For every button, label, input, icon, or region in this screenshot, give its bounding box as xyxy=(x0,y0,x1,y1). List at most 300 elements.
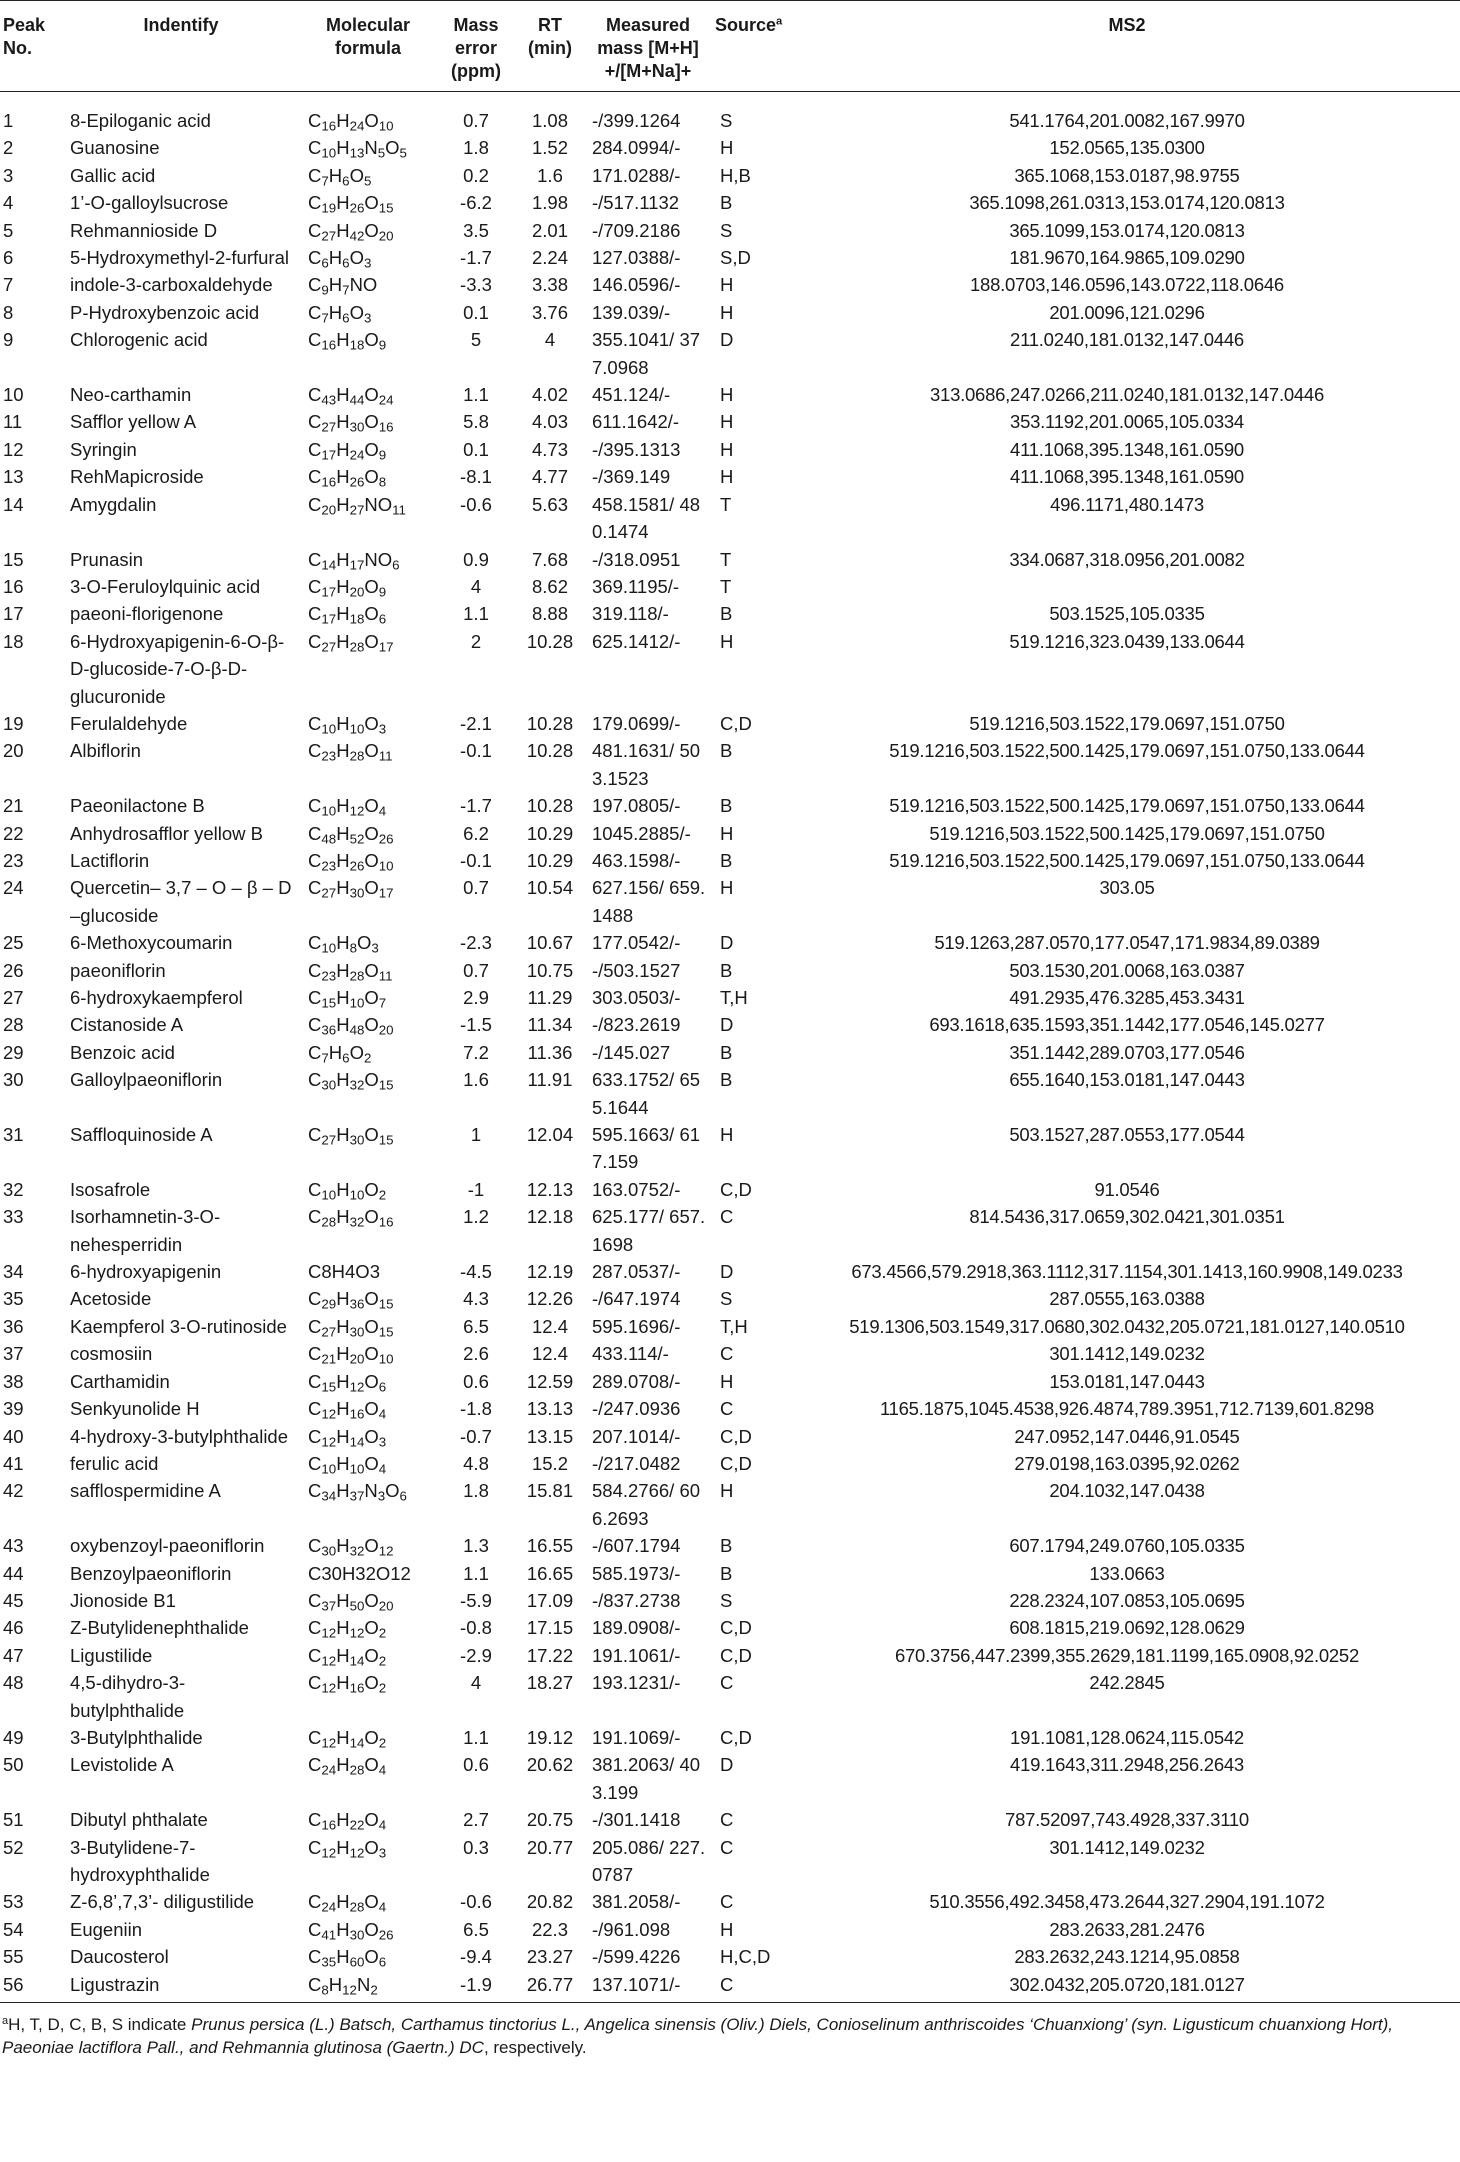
measured-mass-cell: 481.1631/ 503.1523 xyxy=(592,740,701,789)
source-cell: H xyxy=(720,630,734,652)
peak-no-cell: 36 xyxy=(3,1315,24,1337)
compound-name-cell: 3-Butylphthalide xyxy=(70,1726,203,1748)
mass-error-cell: 6.5 xyxy=(463,1918,489,1940)
table-row xyxy=(0,1560,1460,1587)
ms2-cell: 673.4566,579.2918,363.1112,317.1154,301.1413,160.9908,149.0233 xyxy=(851,1261,1403,1283)
source-cell: H xyxy=(720,1480,734,1502)
measured-mass-cell: -/395.1313 xyxy=(592,438,681,460)
formula-cell: $C_{10}H_{12}O_4$ xyxy=(308,795,387,819)
mass-error-cell: -1.7 xyxy=(460,247,492,269)
formula-cell: $C_{37}H_{50}O_{20}$ xyxy=(308,1589,394,1614)
peak-no-cell: 19 xyxy=(3,712,24,734)
ms2-cell: 607.1794,249.0760,105.0335 xyxy=(1009,1535,1245,1557)
mass-error-cell: 0.7 xyxy=(463,110,489,131)
formula-cell: $C_7H_6O_5$ xyxy=(308,164,372,189)
table-row xyxy=(0,299,1460,326)
table-row xyxy=(0,1724,1460,1751)
mass-error-cell: 1.1 xyxy=(463,1726,489,1748)
formula-cell: $C_{28}H_{32}O_{16}$ xyxy=(308,1206,394,1230)
formula-cell: $C_{36}H_{48}O_{20}$ xyxy=(308,1014,394,1039)
peak-no-cell: 17 xyxy=(3,603,24,625)
source-cell: D xyxy=(720,932,734,954)
peak-no-cell: 11 xyxy=(3,411,23,433)
source-cell: C xyxy=(720,1836,734,1858)
rt-cell: 11.36 xyxy=(527,1041,573,1063)
formula-cell: C30H32O12 xyxy=(308,1562,411,1584)
formula-cell: $C_{48}H_{52}O_{26}$ xyxy=(308,822,394,847)
formula-cell: $C_{12}H_{14}O_2$ xyxy=(308,1644,387,1669)
source-cell: B xyxy=(720,1041,733,1063)
ms2-cell: 519.1216,503.1522,500.1425,179.0697,151.0750 xyxy=(929,822,1325,844)
source-cell: T xyxy=(720,493,732,515)
compound-name-cell: Carthamidin xyxy=(70,1370,170,1392)
mass-error-cell: 0.6 xyxy=(463,1370,489,1392)
mass-error-cell: 5.8 xyxy=(463,411,489,433)
formula-cell: $C_{14}H_{17}NO_6$ xyxy=(308,548,400,573)
measured-mass-cell: 179.0699/- xyxy=(592,712,681,734)
peak-no-cell: 32 xyxy=(3,1178,24,1200)
peak-no-cell: 24 xyxy=(3,877,24,899)
source-cell: H xyxy=(720,137,734,159)
table-row xyxy=(0,189,1460,216)
table-row xyxy=(0,1450,1460,1477)
table-row xyxy=(0,1751,1460,1806)
formula-cell: $C_{24}H_{28}O_4$ xyxy=(308,1754,387,1779)
peak-no-cell: 18 xyxy=(3,630,24,652)
rt-cell: 16.55 xyxy=(526,1535,574,1557)
peak-no-cell: 54 xyxy=(3,1918,24,1940)
peak-no-cell: 21 xyxy=(3,795,24,817)
mass-error-cell: 0.2 xyxy=(463,164,489,186)
compound-name-cell: 6-hydroxykaempferol xyxy=(70,987,243,1008)
measured-mass-cell: 381.2063/ 403.199 xyxy=(592,1754,701,1803)
mass-error-cell: 2.9 xyxy=(463,987,489,1008)
rt-cell: 10.54 xyxy=(526,877,574,899)
table-row xyxy=(0,1066,1460,1121)
peak-no-cell: 33 xyxy=(3,1206,24,1228)
compound-name-cell: Benzoic acid xyxy=(70,1041,175,1063)
ms2-cell: 153.0181,147.0443 xyxy=(1049,1370,1205,1392)
source-cell: H,C,D xyxy=(720,1946,771,1968)
formula-cell: $C_{27}H_{30}O_{16}$ xyxy=(308,411,394,436)
rt-cell: 10.28 xyxy=(526,630,574,652)
formula-cell: $C_7H_6O_2$ xyxy=(308,1041,372,1066)
ms2-cell: 313.0686,247.0266,211.0240,181.0132,147.0446 xyxy=(930,384,1324,406)
table-row xyxy=(0,1011,1460,1038)
formula-cell: $C_{29}H_{36}O_{15}$ xyxy=(308,1288,394,1313)
formula-cell: $C_{10}H_{10}O_2$ xyxy=(308,1178,387,1203)
compound-name-cell: 5-Hydroxymethyl-2-furfural xyxy=(70,247,289,269)
measured-mass-cell: 284.0994/- xyxy=(592,137,681,159)
measured-mass-cell: 197.0805/- xyxy=(592,795,681,817)
peak-no-cell: 27 xyxy=(3,987,24,1008)
measured-mass-cell: 633.1752/ 655.1644 xyxy=(592,1069,701,1118)
compound-name-cell: Lactiflorin xyxy=(70,849,150,871)
header-rt: RT (min) xyxy=(516,1,584,92)
table-row xyxy=(0,491,1460,546)
source-cell: H xyxy=(720,1124,734,1146)
source-cell: C xyxy=(720,1809,734,1831)
compound-name-cell: 6-Methoxycoumarin xyxy=(70,932,233,954)
source-cell: S xyxy=(720,219,733,241)
source-cell: D xyxy=(720,329,734,351)
formula-cell: $C_{12}H_{12}O_2$ xyxy=(308,1617,387,1642)
source-cell: H,B xyxy=(720,164,751,186)
ms2-cell: 303.05 xyxy=(1099,877,1155,899)
source-cell: C xyxy=(720,1206,734,1228)
ms2-cell: 188.0703,146.0596,143.0722,118.0646 xyxy=(970,274,1284,296)
header-measured-mass: Measured mass [M+H] +/[M+Na]+ xyxy=(584,1,712,92)
table-row xyxy=(0,1340,1460,1367)
table-row xyxy=(0,847,1460,874)
table-row xyxy=(0,1477,1460,1532)
rt-cell: 4.03 xyxy=(531,411,568,433)
formula-cell: $C_6H_6O_3$ xyxy=(308,247,372,271)
rt-cell: 11.91 xyxy=(527,1069,573,1091)
rt-cell: 26.77 xyxy=(516,1971,584,2003)
mass-error-cell: 3.5 xyxy=(463,219,489,241)
rt-cell: 1.6 xyxy=(537,164,563,186)
ms2-cell: 242.2845 xyxy=(1089,1672,1165,1694)
rt-cell: 12.4 xyxy=(531,1343,568,1365)
ms2-cell: 814.5436,317.0659,302.0421,301.0351 xyxy=(969,1206,1285,1228)
peak-no-cell: 2 xyxy=(3,137,14,159)
peak-no-cell: 48 xyxy=(3,1672,24,1694)
peak-no-cell: 34 xyxy=(3,1261,24,1283)
compound-name-cell: Quercetin– 3,7 – O – β – D –glucoside xyxy=(70,877,292,926)
formula-cell: $C_{10}H_{10}O_3$ xyxy=(308,712,387,737)
table-row xyxy=(0,600,1460,627)
table-row xyxy=(0,463,1460,490)
rt-cell: 18.27 xyxy=(526,1672,574,1694)
formula-cell: $C_{10}H_8O_3$ xyxy=(308,932,379,956)
source-cell: T,H xyxy=(720,1315,748,1337)
header-formula: Molecular formula xyxy=(300,1,436,92)
compound-name-cell: Safflor yellow A xyxy=(70,411,197,433)
peak-no-cell: 56 xyxy=(0,1971,62,2003)
ms2-cell: 503.1527,287.0553,177.0544 xyxy=(1009,1124,1245,1146)
source-cell: D xyxy=(720,1261,734,1283)
table-row xyxy=(0,1423,1460,1450)
peak-no-cell: 23 xyxy=(3,849,24,871)
compound-name-cell: Ligustrazin xyxy=(62,1971,300,2003)
measured-mass-cell: 146.0596/- xyxy=(592,274,681,296)
measured-mass-cell: 289.0708/- xyxy=(592,1370,681,1392)
rt-cell: 10.67 xyxy=(526,932,574,954)
mass-error-cell: 0.6 xyxy=(463,1754,489,1776)
rt-cell: 10.29 xyxy=(526,849,574,871)
mass-error-cell: -0.6 xyxy=(460,493,492,515)
rt-cell: 12.4 xyxy=(531,1315,568,1337)
mass-error-cell: 0.1 xyxy=(463,301,489,323)
header-peak-no: Peak No. xyxy=(0,1,62,92)
ms2-cell: 302.0432,205.0720,181.0127 xyxy=(794,1971,1460,2003)
source-cell: B xyxy=(720,603,733,625)
table-row xyxy=(0,1642,1460,1669)
ms2-cell: 787.52097,743.4928,337.3110 xyxy=(1005,1809,1249,1831)
table-row xyxy=(0,271,1460,298)
header-mass-error: Mass error (ppm) xyxy=(436,1,516,92)
source-cell: H xyxy=(720,274,734,296)
ms2-cell: 334.0687,318.0956,201.0082 xyxy=(1009,548,1245,570)
rt-cell: 20.75 xyxy=(526,1809,574,1831)
table-row xyxy=(0,1313,1460,1340)
mass-error-cell: -0.1 xyxy=(460,740,492,762)
peak-no-cell: 25 xyxy=(3,932,24,954)
compound-name-cell: Albiflorin xyxy=(70,740,141,762)
measured-mass-cell: -/709.2186 xyxy=(592,219,681,241)
rt-cell: 12.04 xyxy=(526,1124,574,1146)
mass-error-cell: -5.9 xyxy=(460,1589,492,1611)
compound-name-cell: P-Hydroxybenzoic acid xyxy=(70,301,260,323)
ms2-cell: 191.1081,128.0624,115.0542 xyxy=(1010,1726,1244,1748)
rt-cell: 1.08 xyxy=(531,110,568,131)
source-cell: C xyxy=(720,1343,734,1365)
source-cell: H xyxy=(720,1918,734,1940)
measured-mass-cell: -/961.098 xyxy=(592,1918,671,1940)
compound-name-cell: Anhydrosafflor yellow B xyxy=(70,822,263,844)
source-cell: S xyxy=(720,1288,733,1310)
measured-mass-cell: 193.1231/- xyxy=(592,1672,681,1694)
ms2-cell: 283.2632,243.1214,95.0858 xyxy=(1014,1946,1240,1968)
rt-cell: 2.24 xyxy=(531,247,568,269)
compound-name-cell: Guanosine xyxy=(70,137,160,159)
table-row xyxy=(0,1285,1460,1312)
peak-no-cell: 10 xyxy=(3,384,24,406)
footnote-marker: a xyxy=(776,15,783,28)
ms2-cell: 351.1442,289.0703,177.0546 xyxy=(1009,1041,1245,1063)
peak-no-cell: 14 xyxy=(3,493,24,515)
table-row xyxy=(0,874,1460,929)
ms2-cell: 211.0240,181.0132,147.0446 xyxy=(1010,329,1244,351)
ms2-cell: 541.1764,201.0082,167.9970 xyxy=(1009,110,1245,131)
mass-error-cell: -6.2 xyxy=(460,192,492,214)
compound-name-cell: 6-hydroxyapigenin xyxy=(70,1261,222,1283)
measured-mass-cell: 451.124/- xyxy=(592,384,671,406)
measured-mass-cell: 458.1581/ 480.1474 xyxy=(592,493,701,543)
formula-cell: $C_{10}H_{13}N_5O_5$ xyxy=(308,137,407,162)
compound-name-cell: 4-hydroxy-3-butylphthalide xyxy=(70,1425,289,1447)
rt-cell: 1.98 xyxy=(531,192,568,214)
table-row xyxy=(0,1971,1460,2003)
rt-cell: 12.19 xyxy=(526,1261,574,1283)
mass-error-cell: -1.8 xyxy=(460,1398,492,1420)
table-row xyxy=(0,1669,1460,1724)
source-cell: C,D xyxy=(720,712,752,734)
ms2-cell: 228.2324,107.0853,105.0695 xyxy=(1009,1589,1245,1611)
mass-error-cell: 1.1 xyxy=(463,603,489,625)
rt-cell: 20.77 xyxy=(526,1836,574,1858)
peak-no-cell: 51 xyxy=(3,1809,24,1831)
ms2-cell: 693.1618,635.1593,351.1442,177.0546,145.0277 xyxy=(929,1014,1325,1036)
compound-name-cell: RehMapicroside xyxy=(70,466,204,488)
mass-error-cell: 1.1 xyxy=(463,384,489,406)
measured-mass-cell: 137.1071/- xyxy=(584,1971,712,2003)
compound-name-cell: Syringin xyxy=(70,438,137,460)
source-cell: C xyxy=(712,1971,794,2003)
formula-cell: $C_{27}H_{30}O_{17}$ xyxy=(308,877,394,902)
mass-error-cell: -0.7 xyxy=(460,1425,492,1447)
measured-mass-cell: 585.1973/- xyxy=(592,1562,681,1584)
source-cell: B xyxy=(720,192,733,214)
measured-mass-cell: 369.1195/- xyxy=(592,575,680,597)
peak-no-cell: 40 xyxy=(3,1425,24,1447)
compound-name-cell: Jionoside B1 xyxy=(70,1589,176,1611)
mass-error-cell: -2.3 xyxy=(460,932,492,954)
measured-mass-cell: 287.0537/- xyxy=(592,1261,681,1283)
measured-mass-cell: 177.0542/- xyxy=(592,932,681,954)
footnote-plain: H, T, D, C, B, S indicate xyxy=(8,2015,192,2035)
measured-mass-cell: -/823.2619 xyxy=(592,1014,681,1036)
source-cell: B xyxy=(720,1535,733,1557)
ms2-cell: 496.1171,480.1473 xyxy=(1050,493,1204,515)
peak-no-cell: 49 xyxy=(3,1726,24,1748)
compound-name-cell: Prunasin xyxy=(70,548,144,570)
formula-cell: $C_{27}H_{30}O_{15}$ xyxy=(308,1315,394,1340)
peak-no-cell: 30 xyxy=(3,1069,24,1091)
source-cell: H xyxy=(720,438,734,460)
mass-error-cell: 1.8 xyxy=(463,1480,489,1502)
compound-name-cell: Dibutyl phthalate xyxy=(70,1809,208,1831)
compound-name-cell: Acetoside xyxy=(70,1288,152,1310)
source-cell: C,D xyxy=(720,1617,752,1639)
measured-mass-cell: 595.1663/ 617.159 xyxy=(592,1124,701,1173)
peak-no-cell: 1 xyxy=(3,110,14,131)
compound-name-cell: Levistolide A xyxy=(70,1754,174,1776)
table-row xyxy=(0,546,1460,573)
compound-name-cell: 4,5-dihydro-3-butylphthalide xyxy=(70,1672,186,1721)
ms2-cell: 519.1306,503.1549,317.0680,302.0432,205.0721,181.0127,140.0510 xyxy=(849,1315,1405,1337)
header-identify: Indentify xyxy=(62,1,300,92)
source-cell: B xyxy=(720,1562,733,1584)
measured-mass-cell: -/517.1132 xyxy=(592,192,680,214)
table-header xyxy=(0,1,1460,92)
compound-name-cell: Daucosterol xyxy=(70,1946,169,1968)
formula-cell: $C_{16}H_{26}O_8$ xyxy=(308,466,387,490)
formula-cell: $C_{24}H_{28}O_4$ xyxy=(308,1891,387,1916)
formula-cell: $C_{20}H_{27}NO_{11}$ xyxy=(308,493,406,518)
formula-cell: $C_{35}H_{60}O_6$ xyxy=(308,1946,387,1970)
peak-no-cell: 45 xyxy=(3,1589,24,1611)
rt-cell: 10.28 xyxy=(526,740,574,762)
table-row xyxy=(0,436,1460,463)
formula-cell: $C_7H_6O_3$ xyxy=(308,301,372,326)
table-row xyxy=(0,820,1460,847)
measured-mass-cell: 205.086/ 227.0787 xyxy=(592,1836,706,1885)
table-row xyxy=(0,710,1460,737)
mass-error-cell: -2.1 xyxy=(460,712,492,734)
peak-no-cell: 26 xyxy=(3,959,24,981)
table-row xyxy=(0,162,1460,189)
formula-cell: $C_{30}H_{32}O_{12}$ xyxy=(308,1535,394,1559)
table-row xyxy=(0,134,1460,161)
rt-cell: 8.62 xyxy=(531,575,568,597)
peak-no-cell: 50 xyxy=(3,1754,24,1776)
mass-error-cell: 0.7 xyxy=(463,877,489,899)
ms2-cell: 247.0952,147.0446,91.0545 xyxy=(1014,1425,1240,1447)
compound-name-cell: 8-Epiloganic acid xyxy=(70,110,211,131)
measured-mass-cell: 191.1069/- xyxy=(592,1726,681,1748)
formula-cell: $C_{15}H_{12}O_6$ xyxy=(308,1370,387,1395)
formula-cell: $C_{16}H_{24}O_{10}$ xyxy=(308,110,394,134)
compound-name-cell: Rehmannioside D xyxy=(70,219,218,241)
peak-no-cell: 52 xyxy=(3,1836,24,1858)
ms2-cell: 491.2935,476.3285,453.3431 xyxy=(1009,987,1245,1008)
table-row xyxy=(0,792,1460,819)
compound-name-cell: Z-6,8’,7,3’- diligustilide xyxy=(70,1891,255,1913)
rt-cell: 23.27 xyxy=(526,1946,574,1968)
measured-mass-cell: 625.177/ 657.1698 xyxy=(592,1206,706,1255)
rt-cell: 3.38 xyxy=(531,274,568,296)
rt-cell: 4 xyxy=(544,329,556,351)
peak-no-cell: 31 xyxy=(3,1124,24,1146)
peak-no-cell: 8 xyxy=(3,301,14,323)
formula-cell: $C_{21}H_{20}O_{10}$ xyxy=(308,1343,394,1367)
peak-no-cell: 16 xyxy=(3,575,24,597)
source-cell: H xyxy=(720,822,734,844)
rt-cell: 8.88 xyxy=(531,603,568,625)
formula-cell: $C_{17}H_{24}O_9$ xyxy=(308,438,387,463)
compound-name-cell: Benzoylpaeoniflorin xyxy=(70,1562,232,1584)
formula-cell: $C_{34}H_{37}N_3O_6$ xyxy=(308,1480,407,1505)
compound-name-cell: Z-Butylidenephthalide xyxy=(70,1617,249,1639)
mass-error-cell: 6.5 xyxy=(463,1315,489,1337)
source-cell: C,D xyxy=(720,1452,752,1474)
measured-mass-cell: 319.118/- xyxy=(592,603,669,625)
rt-cell: 17.22 xyxy=(526,1644,574,1666)
rt-cell: 12.59 xyxy=(526,1370,574,1392)
table-row xyxy=(0,326,1460,381)
ms2-cell xyxy=(794,573,1460,600)
ms2-cell: 503.1530,201.0068,163.0387 xyxy=(1009,959,1245,981)
rt-cell: 10.29 xyxy=(526,822,574,844)
rt-cell: 2.01 xyxy=(531,219,568,241)
ms2-cell: 365.1098,261.0313,153.0174,120.0813 xyxy=(969,192,1285,214)
mass-error-cell: 4 xyxy=(470,1672,482,1694)
formula-cell: C8H4O3 xyxy=(308,1261,380,1283)
mass-error-cell: 0.3 xyxy=(463,1836,489,1858)
formula-cell: $C_{17}H_{18}O_6$ xyxy=(308,603,387,628)
peak-no-cell: 7 xyxy=(3,274,14,296)
table-row xyxy=(0,1943,1460,1970)
compound-name-cell: ferulic acid xyxy=(70,1452,159,1474)
mass-error-cell: -1 xyxy=(467,1178,485,1200)
compound-name-cell: indole-3-carboxaldehyde xyxy=(70,274,273,296)
compound-name-cell: safflospermidine A xyxy=(70,1480,221,1502)
compound-name-cell: Eugeniin xyxy=(70,1918,143,1940)
source-cell: H xyxy=(720,384,734,406)
rt-cell: 12.26 xyxy=(526,1288,574,1310)
rt-cell: 13.15 xyxy=(526,1425,574,1447)
source-cell: T,H xyxy=(720,987,748,1008)
table-row xyxy=(0,244,1460,271)
peak-no-cell: 5 xyxy=(3,219,14,241)
rt-cell: 17.09 xyxy=(526,1589,574,1611)
rt-cell: 12.13 xyxy=(526,1178,574,1200)
ms2-cell: 133.0663 xyxy=(1089,1562,1165,1584)
table-row xyxy=(0,1888,1460,1915)
footnote-mark: a xyxy=(2,2015,9,2028)
ms2-cell: 655.1640,153.0181,147.0443 xyxy=(1009,1069,1245,1091)
rt-cell: 10.28 xyxy=(526,795,574,817)
ms2-cell: 204.1032,147.0438 xyxy=(1049,1480,1205,1502)
formula-cell: $C_8H_{12}N_2$ xyxy=(300,1971,436,2003)
formula-cell: $C_9H_7NO$ xyxy=(308,274,378,299)
mass-error-cell: -3.3 xyxy=(460,274,492,296)
rt-cell: 1.52 xyxy=(531,137,568,159)
mass-error-cell: 0.1 xyxy=(463,438,489,460)
compound-name-cell: cosmosiin xyxy=(70,1343,153,1365)
